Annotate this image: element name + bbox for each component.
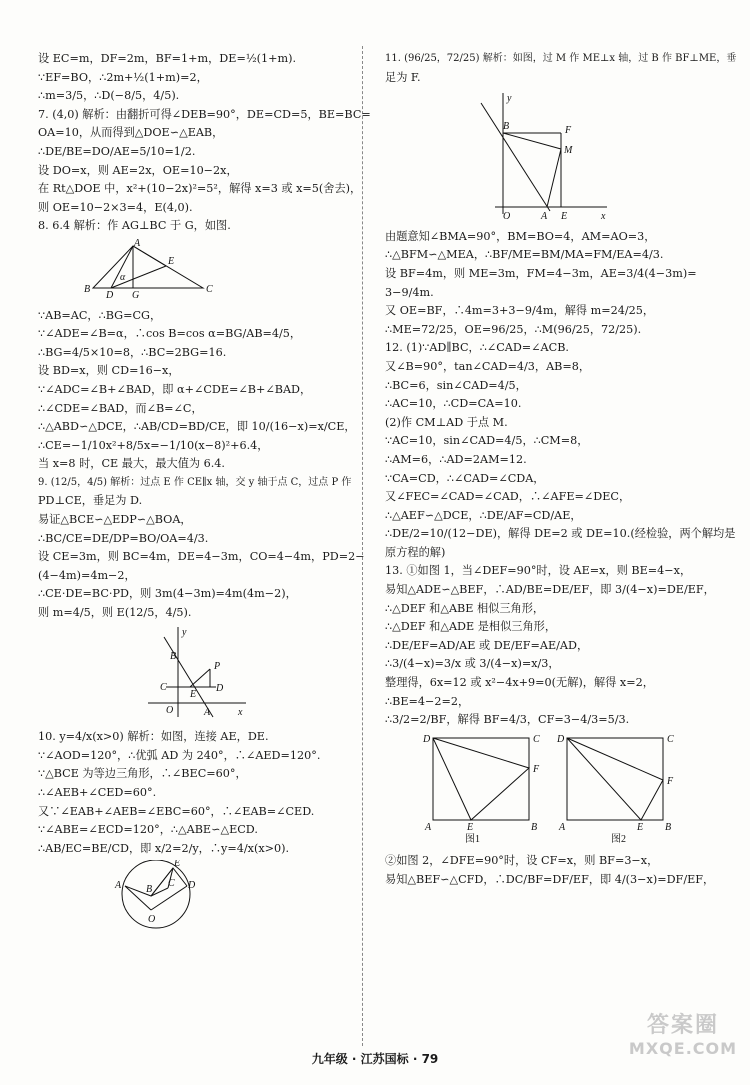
text-line: ∴△ABD∽△DCE，∴AB/CD=BD/CE，即 10/(16−x)=x/CE，: [38, 420, 356, 434]
text-line: ∴∠AEB+∠CED=60°.: [38, 786, 157, 799]
text-line: (2)作 CM⊥AD 于点 M.: [385, 415, 508, 429]
figure-label: x: [238, 706, 243, 718]
text-line: 又∵∠EAB+∠AEB=∠EBC=60°，∴∠EAB=∠CED.: [38, 804, 315, 818]
figure-label: E: [168, 255, 175, 267]
figure-label: D: [106, 289, 114, 298]
figure-label: E: [637, 821, 644, 833]
text-line: 设 BF=4m，则 ME=3m，FM=4−3m，AE=3/4(4−3m)=: [385, 266, 697, 280]
figure-label: D: [216, 682, 224, 694]
text-line: 3−9/4m.: [385, 285, 434, 299]
figure-label: G: [132, 289, 140, 298]
text-line: ∴△DEF 和△ADE 是相似三角形，: [385, 620, 557, 634]
text-line: 易证△BCE∽△EDP∽△BOA，: [38, 513, 192, 527]
text-line: 10. y=4/x(x>0) 解析：如图，连接 AE，DE.: [38, 730, 269, 744]
figure-label: C: [667, 733, 674, 745]
figure-label: C: [206, 283, 213, 295]
figure-label: E: [174, 860, 181, 870]
figure-label: D: [188, 880, 196, 892]
figure-label: O: [166, 704, 174, 716]
figure-label: x: [601, 211, 606, 220]
figure-label: C: [160, 681, 167, 693]
text-line: 又 OE=BF，∴4m=3+3−9/4m，解得 m=24/25，: [385, 304, 655, 318]
figure-fig10: [38, 860, 343, 939]
figure-caption: 图1: [465, 833, 480, 844]
text-line: 13. ①如图 1，当∠DEF=90°时，设 AE=x，则 BE=4−x，: [385, 564, 692, 578]
figure-label: B: [531, 821, 538, 833]
figure-label: E: [467, 821, 474, 833]
text-line: 又∠FEC=∠CAD=∠CAD，∴∠AFE=∠DEC，: [385, 490, 631, 504]
figure-label: E: [561, 211, 568, 220]
figure-label: y: [507, 93, 512, 105]
figure-fig13: [385, 732, 715, 851]
text-line: ∴BC=6，sin∠CAD=4/5，: [385, 378, 527, 392]
text-line: ∵AB=AC，∴BG=CG，: [38, 308, 162, 322]
text-line: ∵CA=CD，∴∠CAD=∠CDA，: [385, 471, 545, 485]
text-line: ∴CE·DE=BC·PD，则 3m(4−3m)=4m(4m−2)，: [38, 587, 297, 601]
figure-label: C: [168, 878, 175, 890]
text-line: ∴△AEF∽△DCE，∴DE/AF=CD/AE，: [385, 508, 582, 522]
text-line: 易知△BEF∽△CFD，∴DC/BF=DF/EF，即 4/(3−x)=DF/EF，: [385, 873, 715, 886]
text-line: 又∠B=90°，tan∠CAD=4/3，AB=8，: [385, 359, 591, 373]
text-line: ∴AM=6，∴AD=2AM=12.: [385, 452, 527, 466]
text-line: ∴3/2=2/BF，解得 BF=4/3，CF=3−4/3=5/3.: [385, 713, 630, 727]
text-line: OA=10，从而得到△DOE∽△EAB，: [38, 126, 224, 140]
text-line: 12. (1)∵AD∥BC，∴∠CAD=∠ACB.: [385, 341, 569, 355]
text-line: ∵AC=10，sin∠CAD=4/5，∴CM=8，: [385, 434, 589, 448]
page-footer: 九年级 · 江苏国标 · 79: [311, 1052, 439, 1066]
text-line: 设 EC=m，DF=2m，BF=1+m，DE=½(1+m).: [38, 52, 297, 65]
right-column: [385, 50, 737, 890]
text-line: ∴BG=4/5×10=8，∴BC=2BG=16.: [38, 345, 227, 359]
text-line: PD⊥CE，垂足为 D.: [38, 494, 143, 508]
figure-label: A: [204, 706, 211, 718]
text-line: ∴△DEF 和△ABE 相似三角形，: [385, 601, 545, 615]
text-line: 当 x=8 时，CE 最大，最大值为 6.4.: [38, 457, 225, 471]
text-line: ∴AC=10，∴CD=CA=10.: [385, 397, 522, 411]
figure-label: A: [134, 237, 141, 249]
text-line: 整理得，6x=12 或 x²−4x+9=0(无解)，解得 x=2，: [385, 676, 654, 690]
text-line: 则 m=4/5，则 E(12/5，4/5).: [38, 606, 192, 620]
text-line: ②如图 2，∠DFE=90°时，设 CF=x，则 BF=3−x，: [385, 854, 659, 868]
text-line: 原方程的解): [385, 545, 446, 559]
figure-label: B: [503, 121, 510, 133]
text-line: ∴△BFM∽△MEA，∴BF/ME=BM/MA=FM/EA=4/3.: [385, 248, 664, 262]
figure-label: B: [146, 884, 153, 896]
text-line: 易知△ADE∽△BEF，∴AD/BE=DE/EF，即 3/(4−x)=DE/EF，: [385, 583, 715, 597]
text-line: ∵∠ADE=∠B=α，∴cos B=cos α=BG/AB=4/5，: [38, 327, 302, 341]
figure-label: A: [541, 211, 548, 220]
figure-label: D: [423, 733, 431, 745]
text-line: (4−4m)=4m−2，: [38, 568, 136, 582]
figure-label: A: [115, 880, 122, 892]
figure-label: α: [120, 271, 126, 283]
text-line: ∴∠CDE=∠BAD，而∠B=∠C，: [38, 401, 203, 415]
text-line: 9. (12/5，4/5) 解析：过点 E 作 CE∥x 轴，交 y 轴于点 C，过点 P 作: [38, 476, 352, 488]
text-line: 在 Rt△DOE 中，x²+(10−2x)²=5²，解得 x=3 或 x=5(舍去)，: [38, 182, 362, 196]
watermark-text: 答案圈: [646, 1013, 719, 1038]
text-line: 则 OE=10−2×3=4，E(4,0).: [38, 200, 193, 214]
text-line: ∵∠AOD=120°，∴优弧 AD 为 240°，∴∠AED=120°.: [38, 748, 321, 762]
text-line: ∴CE=−1/10x²+8/5x=−1/10(x−8)²+6.4，: [38, 438, 269, 452]
left-column: [38, 50, 371, 941]
text-line: 11. (96/25，72/25) 解析：如图，过 M 作 ME⊥x 轴，过 B 作 BF⊥ME，垂: [385, 53, 737, 64]
figure-label: M: [564, 145, 573, 157]
figure-label: D: [557, 733, 565, 745]
figure-label: F: [533, 763, 540, 775]
figure-label: A: [425, 821, 432, 833]
figure-label: B: [665, 821, 672, 833]
figure-caption: 图2: [611, 833, 626, 844]
text-line: 7. (4,0) 解析：由翻折可得∠DEB=90°，DE=CD=5，BE=BC=: [38, 107, 371, 121]
text-line: ∴3/(4−x)=3/x 或 3/(4−x)=x/3，: [385, 657, 560, 671]
text-line: ∴m=3/5，∴D(−8/5，4/5).: [38, 89, 180, 103]
text-line: 8. 6.4 解析：作 AG⊥BC 于 G，如图.: [38, 219, 231, 233]
text-line: ∴DE/2=10/(12−DE)，解得 DE=2 或 DE=10.(经检验，两个解均是: [385, 527, 736, 541]
figure-label: A: [559, 821, 566, 833]
watermark-logo: [628, 1008, 738, 1070]
column-divider: [362, 46, 363, 1046]
figure-fig8: [38, 238, 343, 305]
text-line: ∴BE=4−2=2，: [385, 694, 470, 708]
text-line: 设 CE=3m，则 BC=4m，DE=4−3m，CO=4−4m，PD=2−: [38, 550, 365, 564]
figure-label: O: [503, 211, 511, 220]
figure-label: F: [667, 775, 674, 787]
figure-fig11: [385, 89, 715, 226]
text-line: 足为 F.: [385, 70, 421, 84]
figure-label: F: [565, 125, 572, 137]
text-line: ∴BC/CE=DE/DP=BO/OA=4/3.: [38, 531, 209, 545]
text-line: ∴DE/BE=DO/AE=5/10=1/2.: [38, 144, 196, 158]
figure-label: P: [214, 660, 221, 672]
text-line: ∵△BCE 为等边三角形，∴∠BEC=60°，: [38, 767, 247, 781]
figure-label: y: [182, 626, 187, 638]
watermark-url: MXQE.COM: [628, 1039, 738, 1058]
text-line: ∴AB/EC=BE/CD，即 x/2=2/y，∴y=4/x(x>0).: [38, 841, 290, 855]
text-line: ∵∠ABE=∠ECD=120°，∴△ABE∽△ECD.: [38, 823, 258, 837]
figure-label: B: [84, 283, 91, 295]
text-line: ∴DE/EF=AD/AE 或 DE/EF=AE/AD，: [385, 638, 589, 652]
figure-label: C: [533, 733, 540, 745]
figure-label: B: [170, 650, 177, 662]
figure-fig9: [38, 625, 343, 727]
text-line: 设 BD=x，则 CD=16−x，: [38, 364, 180, 378]
text-line: ∴ME=72/25，OE=96/25，∴M(96/25，72/25).: [385, 322, 642, 336]
text-line: 设 DO=x，则 AE=2x，OE=10−2x，: [38, 163, 238, 177]
text-line: ∵EF=BO，∴2m+½(1+m)=2，: [38, 70, 208, 84]
figure-label: O: [148, 914, 156, 926]
figure-label: E: [190, 688, 197, 700]
text-line: ∵∠ADC=∠B+∠BAD，即 α+∠CDE=∠B+∠BAD，: [38, 382, 312, 396]
text-line: 由题意知∠BMA=90°，BM=BO=4，AM=AO=3，: [385, 229, 656, 243]
